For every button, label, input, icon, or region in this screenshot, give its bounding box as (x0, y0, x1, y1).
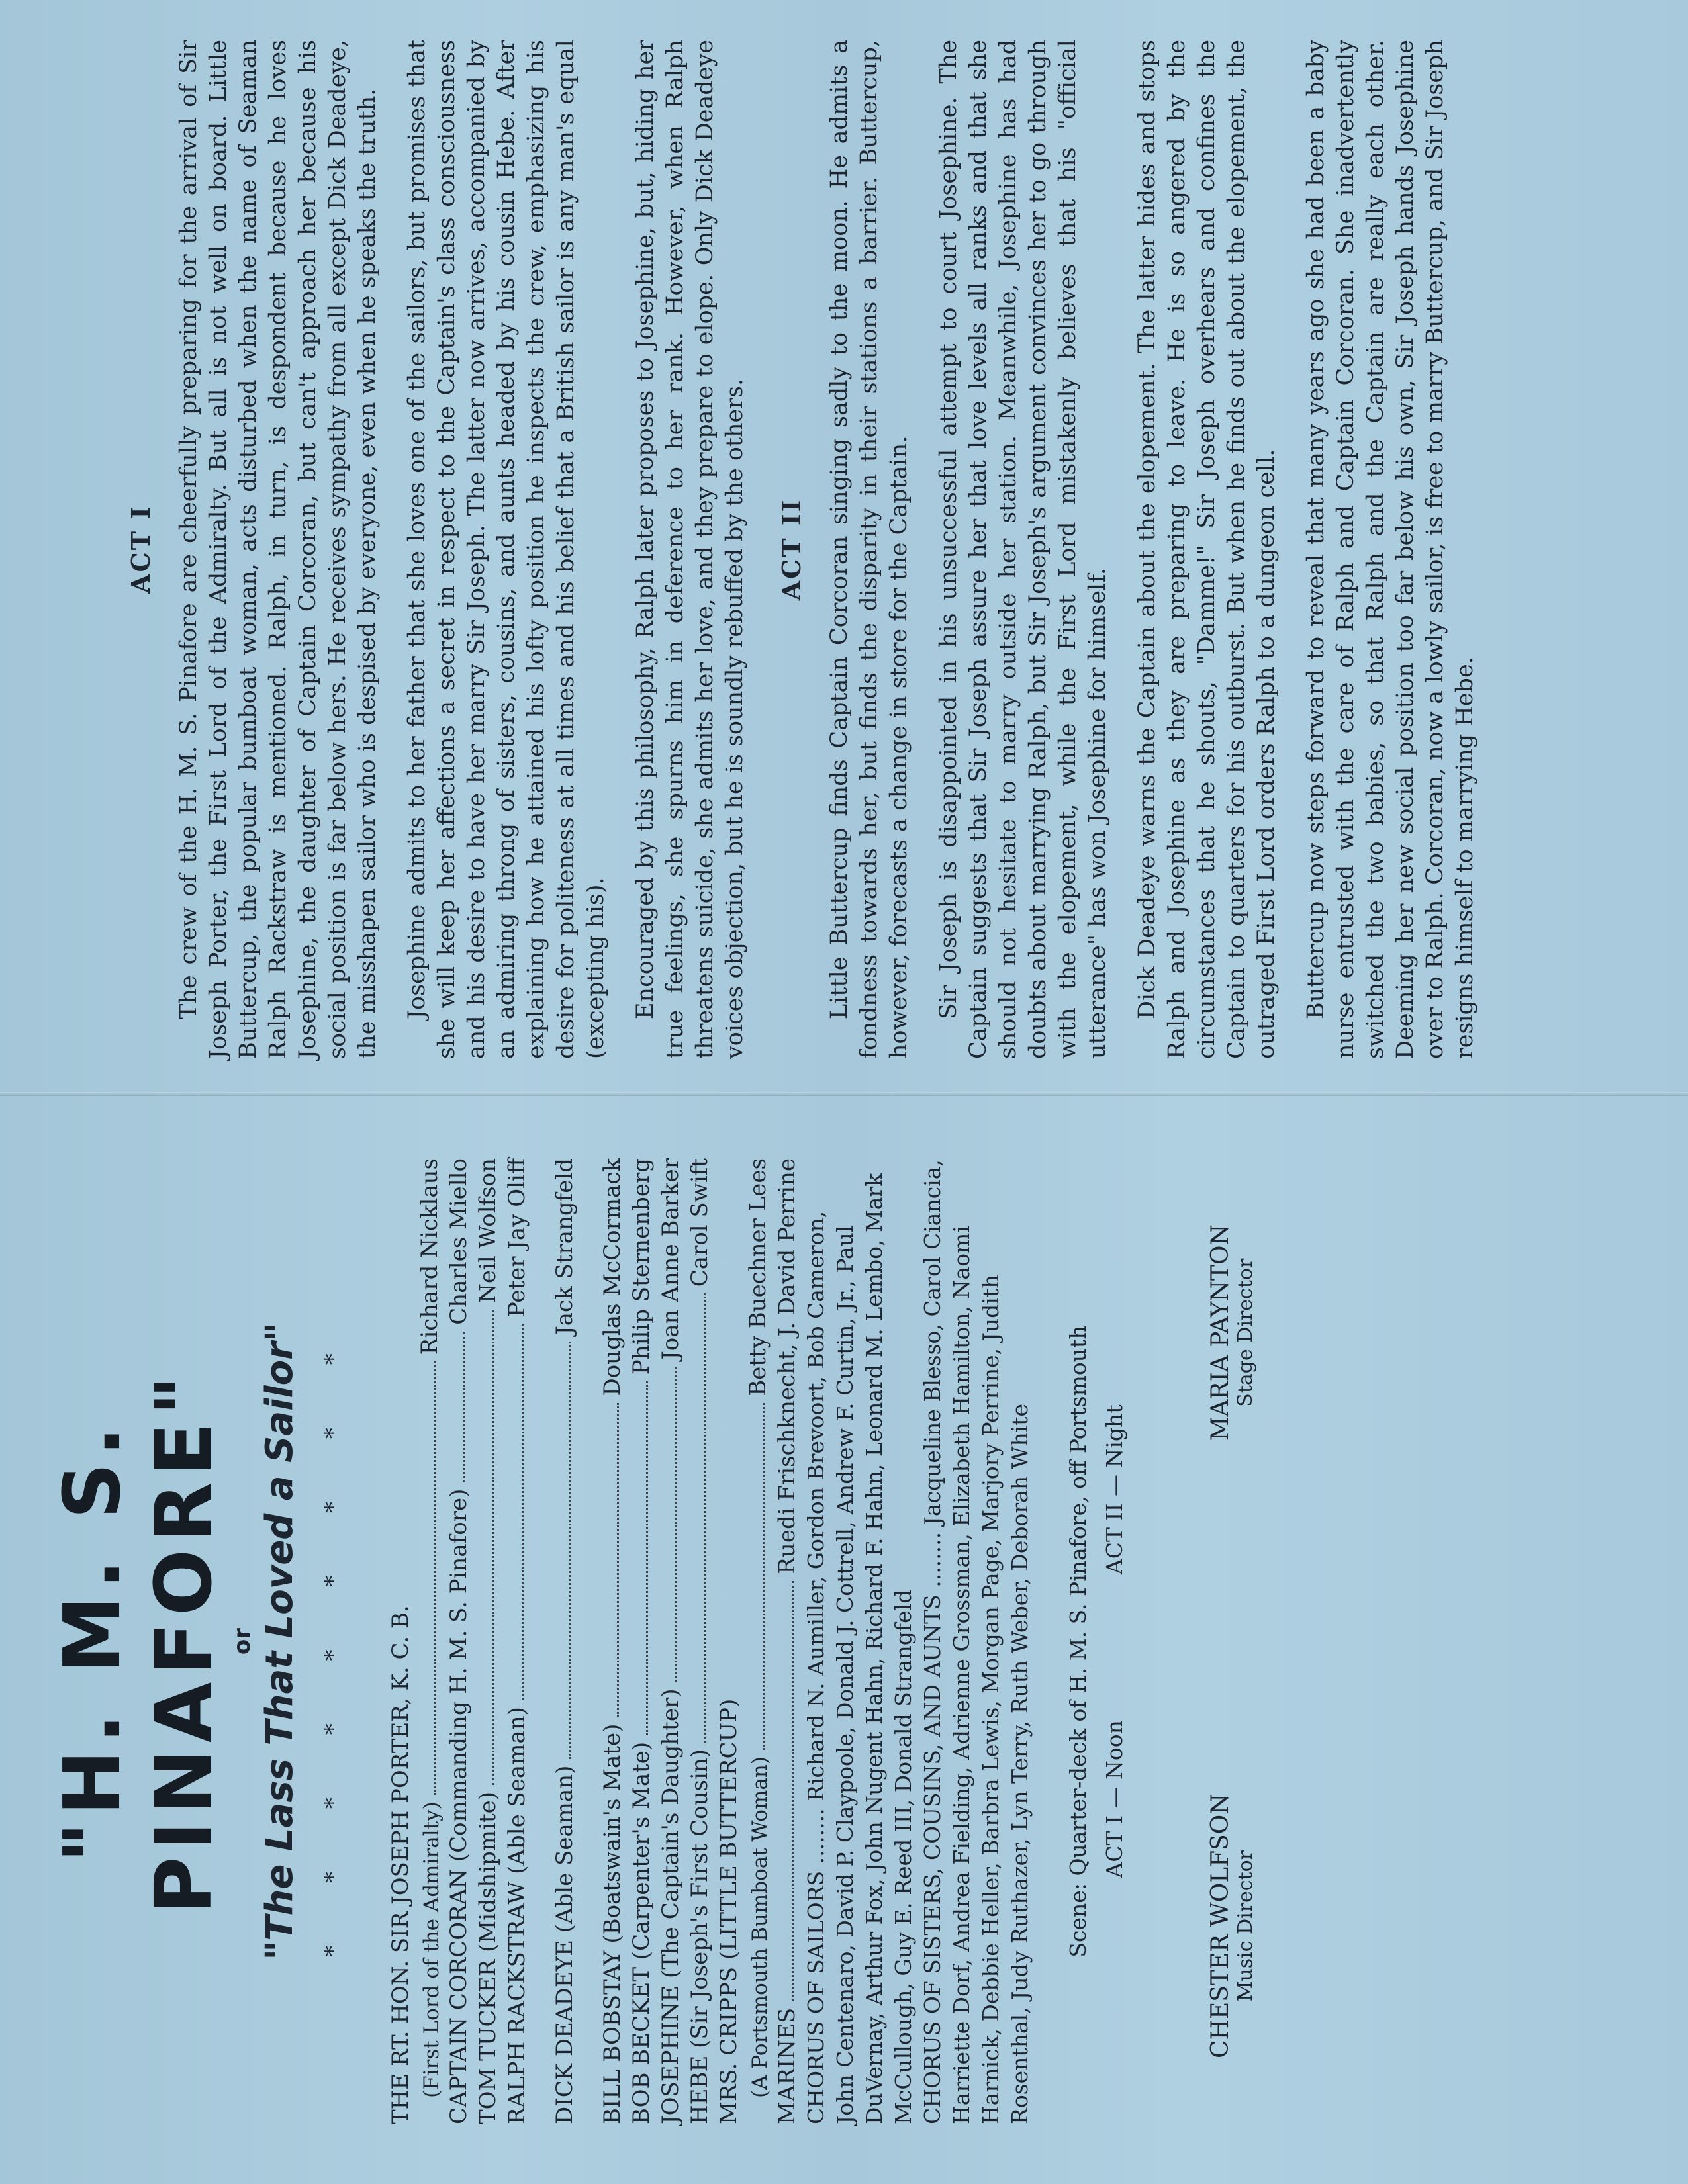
act2-time: ACT II — Night (1102, 1404, 1127, 1575)
cast-row: HEBE (Sir Joseph's First Cousin) Carol Swift (686, 1158, 713, 2124)
cast-row: JOSEPHINE (The Captain's Daughter) Joan Anne Barker (657, 1158, 684, 2124)
act1-paragraph: Josephine admits to her father that she loves one of the sailors, but promises that she will keep her affections a secret in respect to the Captain's class consciousness and his desire to have her marry Sir Joseph. The latter now arrives, accompanied by an admiring throng of sisters, cousins, and aunts headed by his cousin Hebe. After explaining how he attained his lofty position he inspects the crew, emphasizing his desire for politeness at all times and his belief that a British sailor is any man's equal (excepting his). (404, 40, 609, 1059)
chorus-sisters: CHORUS OF SISTERS, COUSINS, AND AUNTS ........ Jacqueline Blesso, Carol Ciancia, Harriette Dorf, Andrea Fielding, Adrienne Grossman, Elizabeth Hamilton, Naomi Harnick, Debbie Heller, Barbra Lewis, Morgan Page, Marjory Perrine, Judith Rosenthal, Judy Ruthazer, Lyn Terry, Ruth Weber, Deborah White (919, 1160, 1033, 2124)
act1-time: ACT I — Noon (1102, 1720, 1127, 1878)
cast-row: CAPTAIN CORCORAN (Commanding H. M. S. Pinafore) Charles Miello (445, 1158, 472, 2124)
cast-row: MRS. CRIPPS (LITTLE BUTTERCUP) (716, 1698, 742, 2124)
directors (1207, 1145, 1257, 2138)
scene-line: Scene: Quarter-deck of H. M. S. Pinafore, off Portsmouth (1065, 1325, 1091, 1958)
cast-row: (First Lord of the Admiralty) Richard Nicklaus (416, 1158, 444, 2098)
cast-list (386, 1145, 1035, 2138)
cast-row: MARINES Ruedi Frischknecht, J. David Perrine (774, 1158, 800, 2124)
star-divider: * * * * * * * * * (320, 1326, 346, 1957)
act1-paragraph: Encouraged by this philosophy, Ralph later proposes to Josephine, but, hiding her true feelings, she spurns him in deference to her rank. However, when Ralph threatens suicide, she admits her love, and they prepare to elope. Only Dick Deadeye voices objection, but he is soundly rebuffed by the others. (632, 40, 748, 1059)
act2-heading: ACT II (776, 498, 806, 601)
chorus-sailors: CHORUS OF SAILORS ........ Richard N. Aumiller, Gordon Brevoort, Bob Cameron, John Centenaro, David P. Claypoole, Donald J. Cottrell, Andrew F. Curtin, Jr., Paul DuVernay, Arthur Fox, John Nugent Hahn, Richard F. Hahn, Leonard M. Lembo, Mark McCullough, Guy E. Reed III, Donald Strangfeld (803, 1173, 916, 2124)
act2-paragraph: Sir Joseph is disappointed in his unsuccessful attempt to court Josephine. The Captain suggests that Sir Joseph assure her that love levels all ranks and that she should not hesitate to marry outside her station. Meanwhile, Josephine has had doubts about marrying Ralph, but Sir Joseph's argument convinces her to go through with the elopement, while the First Lord mistakenly believes that his "official utterance" has won Josephine for himself. (935, 40, 1111, 1059)
show-subtitle: "The Lass That Loved a Sailor" (258, 1322, 301, 1960)
cast-row: BOB BECKET (Carpenter's Mate) Philip Sternenberg (628, 1158, 655, 2124)
stage-director: MARIA PAYNTON Stage Director (1207, 1224, 1257, 1441)
cast-row: DICK DEADEYE (Able Seaman) Jack Strangfeld (551, 1158, 578, 2124)
title-or: or (229, 1627, 256, 1655)
music-director: CHESTER WOLFSON Music Director (1207, 1794, 1257, 2058)
cast-row: THE RT. HON. SIR JOSEPH PORTER, K. C. B. (387, 1605, 414, 2124)
act1-heading: ACT I (126, 505, 156, 594)
show-title: "H. M. S. PINAFORE" (46, 1368, 229, 1915)
synopsis-panel-content (99, 40, 1648, 1059)
cast-row: (A Portsmouth Bumboat Woman) Betty Buechner Lees (745, 1158, 772, 2098)
cast-row: TOM TUCKER (Midshipmite) Neil Wolfson (475, 1158, 501, 2124)
act2-paragraph: Little Buttercup finds Captain Corcoran singing sadly to the moon. He admits a fondness towards her, but finds the disparity in their stations a barrier. Buttercup, however, forecasts a change in store for the Captain. (826, 40, 912, 1059)
act2-paragraph: Buttercup now steps forward to reveal that many years ago she had been a baby nurse entrusted with the care of Ralph and Captain Corcoran. She inadvertently switched the two babies, so that Ralph and the Captain are really each other. Deeming her new social position too far below his own, Sir Joseph hands Josephine over to Ralph. Corcoran, now a lowly sailor, is free to marry Buttercup, and Sir Joseph resigns himself to marrying Hebe. (1303, 40, 1478, 1059)
act2-paragraph: Dick Deadeye warns the Captain about the elopement. The latter hides and stops Ralph and Josephine as they are preparing to leave. He is so angered by the circumstances that he shouts, "Damme!" Sir Joseph overhears and confines the Captain to quarters for his outburst. But when he finds out about the elopement, the outraged First Lord orders Ralph to a dungeon cell. (1134, 40, 1280, 1059)
cast-row: BILL BOBSTAY (Boatswain's Mate) Douglas McCormack (599, 1158, 626, 2124)
cast-row: RALPH RACKSTRAW (Able Seaman) Peter Jay Oliff (504, 1158, 530, 2124)
cast-panel-content (26, 1145, 1642, 2138)
act-times (1102, 1145, 1127, 2138)
act1-paragraph: The crew of the H. M. S. Pinafore are cheerfully preparing for the arrival of Sir Joseph Porter, the First Lord of the Admiralty. But all is not well on board. Little Buttercup, the popular bumboat woman, acts disturbed when the name of Seaman Ralph Rackstraw is mentioned. Ralph, in turn, is despondent because he loves Josephine, the daughter of Captain Corcoran, but can't approach her because his social position is far below hers. He receives sympathy from all except Dick Deadeye, the misshapen sailor who is despised by everyone, even when he speaks the truth. (175, 40, 381, 1059)
